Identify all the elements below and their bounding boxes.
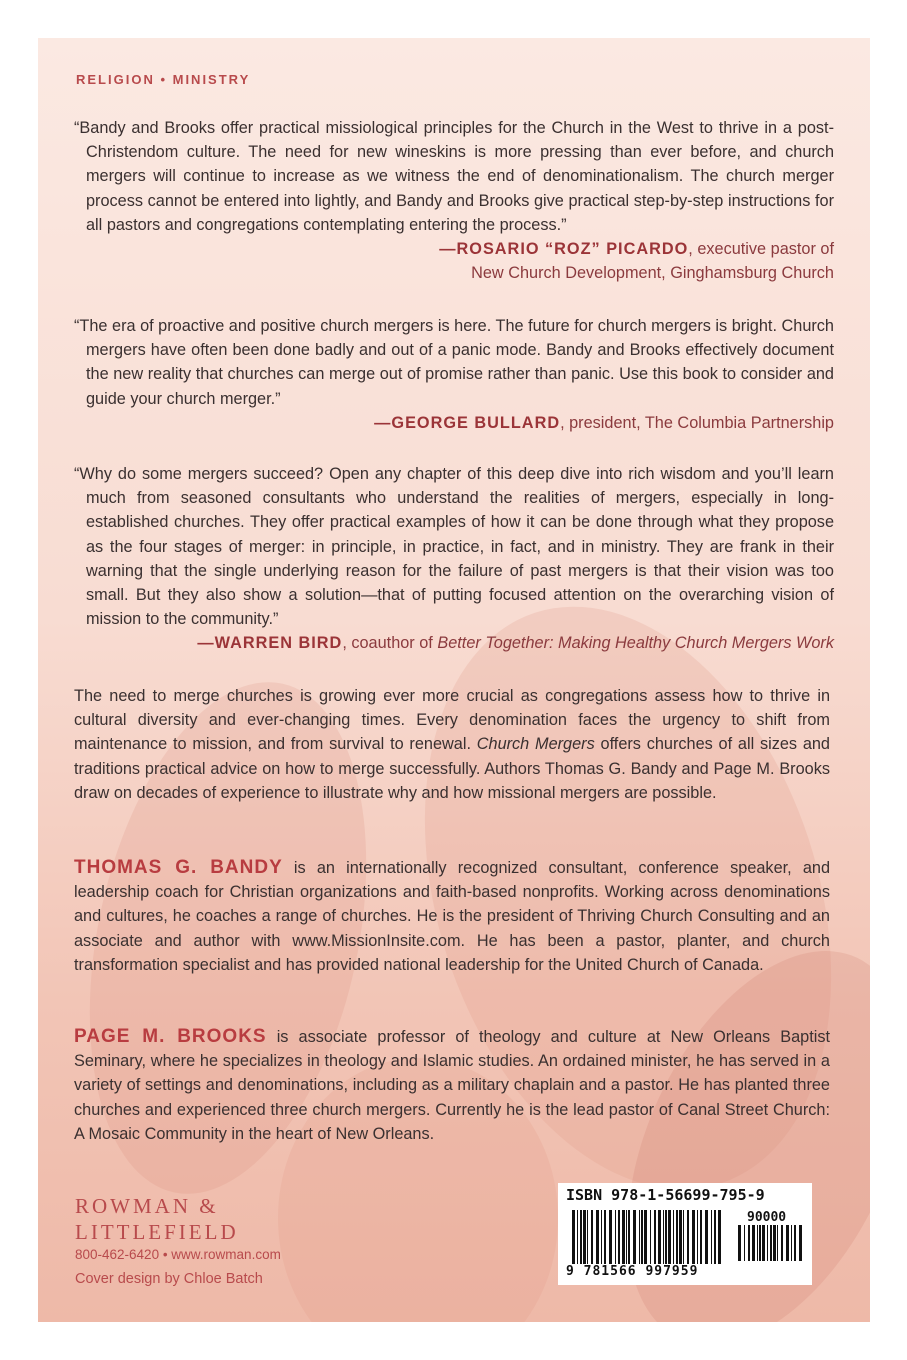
bio-text: is an internationally recognized consultant, conference speaker, and leadership coach for Christian organizations and faith-based nonprofits. Working across denominations and cultures, he coaches a range of churches. He is the president of Thriving Church Consulting and an associate and author with www.MissionInsite.com. He has been a pastor, planter, and church transformation specialist and has provided national leadership for the United Church of Canada.: [74, 859, 830, 974]
barcode-bar: [654, 1210, 656, 1264]
barcode-bar: [777, 1225, 778, 1261]
barcode-bar: [799, 1225, 802, 1261]
barcode-bar: [577, 1210, 578, 1264]
barcode-bar: [628, 1210, 630, 1264]
cover-credit: Cover design by Chloe Batch: [75, 1271, 263, 1287]
isbn-barcode: [558, 1183, 812, 1285]
barcode-bar: [668, 1210, 671, 1264]
barcode-digits: 9 781566 997959: [566, 1264, 699, 1279]
price-code: 90000: [747, 1210, 787, 1225]
endorsement-quote: [74, 314, 834, 435]
barcode-bar: [572, 1210, 575, 1264]
quote-attribution: [74, 631, 834, 655]
publisher-logo: [75, 1193, 239, 1245]
category-label: RELIGION • MINISTRY: [76, 72, 251, 87]
endorser-role: New Church Development, Ginghamsburg Church: [471, 264, 834, 283]
barcode-bar: [601, 1210, 602, 1264]
description-text: The need to merge churches is growing ever more crucial as congregations assess how to thrive in cultural diversity and ever-changing times. Every denomination faces the urgency to shift from maintenance to mission, and from survival to renewal.: [74, 687, 830, 754]
quote-text: “Why do some mergers succeed? Open any chapter of this deep dive into rich wisdom and you’ll learn much from seasoned consultants who understand the realities of mergers, especially in long-established churches. They offer practical examples of how it can be done through what they propose as the four stages of merger: in principle, in practice, in fact, and in ministry. They are frank in their warning that the single underlying reason for the failure of past mergers is that their vision was too small. But they also show a solution—that of putting focused attention on the overarching vision of mission to the community.”: [74, 465, 834, 629]
barcode-bar: [665, 1210, 667, 1264]
barcode-bar: [738, 1225, 741, 1261]
barcode-bar: [580, 1210, 582, 1264]
barcode-bar: [676, 1210, 678, 1264]
barcode-bar: [615, 1210, 616, 1264]
publisher-name-line: ROWMAN &: [75, 1194, 219, 1218]
barcode-bar: [714, 1210, 716, 1264]
barcode-bar: [609, 1210, 612, 1264]
barcode-bar: [596, 1210, 599, 1264]
endorser-name: —GEORGE BULLARD: [374, 413, 561, 432]
bio-text: is associate professor of theology and culture at New Orleans Baptist Seminary, where he specializes in theology and Islamic studies. An ordained minister, he has served in a variety of settings and denominations, including as a military chaplain and a pastor. He has planted three churches and experienced three church mergers. Currently he is the lead pastor of Canal Street Church: A Mosaic Community in the heart of New Orleans.: [74, 1028, 830, 1143]
author-name: PAGE M. BROOKS: [74, 1026, 267, 1047]
barcode-bar: [604, 1210, 606, 1264]
barcode-bar: [591, 1210, 593, 1264]
barcode-bar: [618, 1210, 620, 1264]
barcode-bar: [757, 1225, 758, 1261]
barcode-bar: [794, 1225, 796, 1261]
book-title: Church Mergers: [476, 735, 595, 754]
author-bio: [74, 856, 830, 977]
endorser-role: , president, The Columbia Partnership: [560, 413, 834, 432]
barcode-bar: [705, 1210, 708, 1264]
barcode-bar: [633, 1210, 636, 1264]
barcode-bar: [781, 1225, 783, 1261]
barcode-bar: [644, 1210, 647, 1264]
barcode-bar: [759, 1225, 761, 1261]
endorser-name: —WARREN BIRD: [197, 634, 343, 653]
barcode-bar: [762, 1225, 765, 1261]
barcode-bar: [791, 1225, 792, 1261]
barcode-bar: [663, 1210, 664, 1264]
barcode-bar: [626, 1210, 627, 1264]
barcode-bar: [587, 1210, 588, 1264]
barcode-bar: [583, 1210, 586, 1264]
endorser-role: , executive pastor of: [688, 240, 834, 259]
author-bio: [74, 1025, 830, 1146]
barcode-bar: [718, 1210, 721, 1264]
barcode-bar: [744, 1225, 745, 1261]
quote-text: “Bandy and Brooks offer practical missiological principles for the Church in the West to thrive in a post-Christendom culture. The need for new wineskins is more pressing than ever before, and church mergers will continue to increase as we witness the end of denominationalism. The church merger process cannot be entered into lightly, and Bandy and Brooks give practical step-by-step instructions for all pastors and congregations contemplating entering the process.”: [74, 119, 834, 234]
quote-text: “The era of proactive and positive church mergers is here. The future for church mergers is bright. Church mergers have often been done badly and out of a panic mode. Bandy and Brooks effectively document the new reality that churches can merge out of promise rather than panic. Use this book to consider and guide your church merger.”: [74, 317, 834, 408]
barcode-bar: [658, 1210, 661, 1264]
book-description: [74, 684, 830, 805]
barcode-bar: [683, 1210, 684, 1264]
barcode-bar: [641, 1210, 643, 1264]
barcode-bar: [748, 1225, 750, 1261]
endorsement-quote: [74, 116, 834, 285]
barcode-bar: [639, 1210, 640, 1264]
barcode-bar: [786, 1225, 789, 1261]
barcode-bar: [622, 1210, 625, 1264]
isbn-number: ISBN 978-1-56699-795-9: [566, 1186, 765, 1204]
barcode-bar: [752, 1225, 755, 1261]
endorser-name: —ROSARIO “ROZ” PICARDO: [439, 240, 689, 259]
author-name: THOMAS G. BANDY: [74, 857, 283, 878]
barcode-bar: [650, 1210, 651, 1264]
endorsement-quote: [74, 462, 834, 656]
barcode-bar: [697, 1210, 698, 1264]
barcode-bar: [687, 1210, 689, 1264]
barcode-bars: [572, 1210, 724, 1264]
description-text: offers churches of all sizes and traditions practical advice on how to merge successfully. Authors Thomas G. Bandy and Page M. Brooks draw on decades of experience to illustrate why and how missional mergers are possible.: [74, 735, 830, 802]
quote-attribution: [74, 411, 834, 435]
endorser-book-title: Better Together: Making Healthy Church Mergers Work: [437, 634, 834, 653]
publisher-name-line: LITTLEFIELD: [75, 1220, 239, 1244]
barcode-bar: [770, 1225, 772, 1261]
barcode-bar: [700, 1210, 702, 1264]
barcode-bar: [767, 1225, 768, 1261]
addon-barcode-bars: [738, 1225, 804, 1261]
barcode-bar: [692, 1210, 695, 1264]
endorser-role: , coauthor of: [342, 634, 438, 653]
publisher-contact: 800-462-6420 • www.rowman.com: [75, 1247, 281, 1262]
barcode-bar: [673, 1210, 674, 1264]
barcode-bar: [711, 1210, 712, 1264]
back-cover: [38, 38, 870, 1322]
barcode-bar: [773, 1225, 776, 1261]
quote-attribution: [74, 237, 834, 285]
barcode-bar: [679, 1210, 682, 1264]
